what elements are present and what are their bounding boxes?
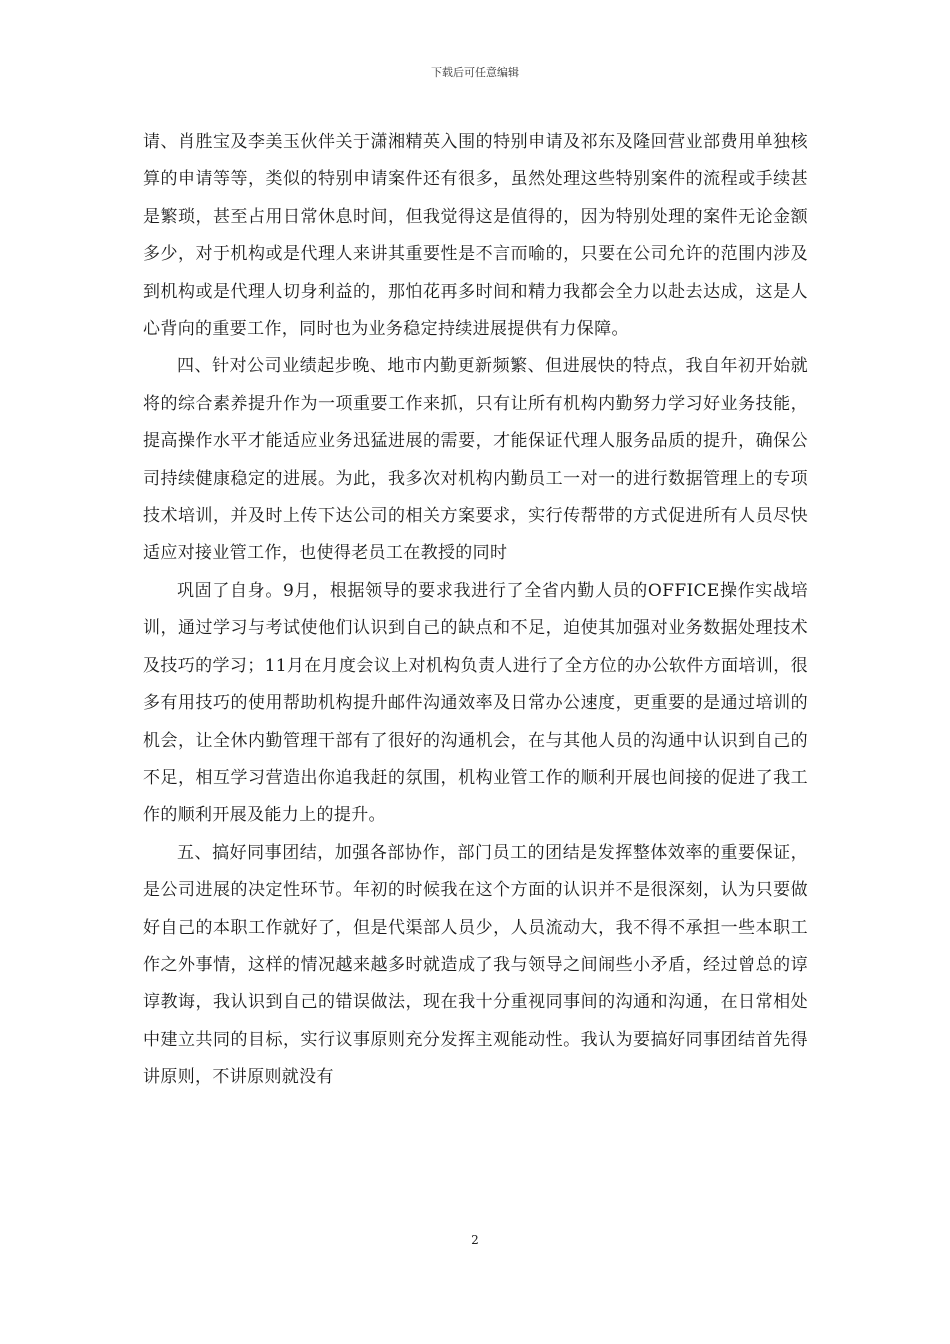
- body-paragraph-4: 五、搞好同事团结，加强各部协作，部门员工的团结是发挥整体效率的重要保证，是公司进展的决定性环节。年初的时候我在这个方面的认识并不是很深刻，认为只要做好自己的本职工作就好了，但是代渠部人员少，人员流动大，我不得不承担一些本职工作之外事情，这样的情况越来越多时就造成了我与领导之间闹些小矛盾，经过曾总的谆谆教诲，我认识到自己的错误做法，现在我十分重视同事间的沟通和沟通，在日常相处中建立共同的目标，实行议事原则充分发挥主观能动性。我认为要搞好同事团结首先得讲原则，不讲原则就没有: [143, 842, 808, 1088]
- page-number: 2: [471, 1233, 479, 1247]
- body-paragraph-1: 请、肖胜宝及李美玉伙伴关于潇湘精英入围的特别申请及祁东及隆回营业部费用单独核算的申请等等，类似的特别申请案件还有很多，虽然处理这些特别案件的流程或手续甚是繁琐，甚至占用日常休息时间，但我觉得这是值得的，因为特别处理的案件无论金额多少，对于机构或是代理人来讲其重要性是不言而喻的，只要在公司允许的范围内涉及到机构或是代理人切身利益的，那怕花再多时间和精力我都会全力以赴去达成，这是人心背向的重要工作，同时也为业务稳定持续进展提供有力保障。: [143, 132, 808, 340]
- page-header-note: 下载后可任意编辑: [431, 66, 519, 79]
- document-body: [143, 124, 808, 1097]
- body-paragraph-3: 巩固了自身。9月，根据领导的要求我进行了全省内勤人员的OFFICE操作实战培训，通过学习与考试使他们认识到自己的缺点和不足，迫使其加强对业务数据处理技术及技巧的学习；11月在月度会议上对机构负责人进行了全方位的办公软件方面培训，很多有用技巧的使用帮助机构提升邮件沟通效率及日常办公速度，更重要的是通过培训的机会，让全休内勤管理干部有了很好的沟通机会，在与其他人员的沟通中认识到自己的不足，相互学习营造出你追我赶的氛围，机构业管工作的顺利开展也间接的促进了我工作的顺利开展及能力上的提升。: [143, 580, 808, 826]
- body-paragraph-2: 四、针对公司业绩起步晚、地市内勤更新频繁、但进展快的特点，我自年初开始就将的综合素养提升作为一项重要工作来抓，只有让所有机构内勤努力学习好业务技能，提高操作水平才能适应业务迅猛进展的需要，才能保证代理人服务品质的提升，确保公司持续健康稳定的进展。为此，我多次对机构内勤员工一对一的进行数据管理上的专项技术培训，并及时上传下达公司的相关方案要求，实行传帮带的方式促进所有人员尽快适应对接业管工作，也使得老员工在教授的同时: [143, 356, 808, 564]
